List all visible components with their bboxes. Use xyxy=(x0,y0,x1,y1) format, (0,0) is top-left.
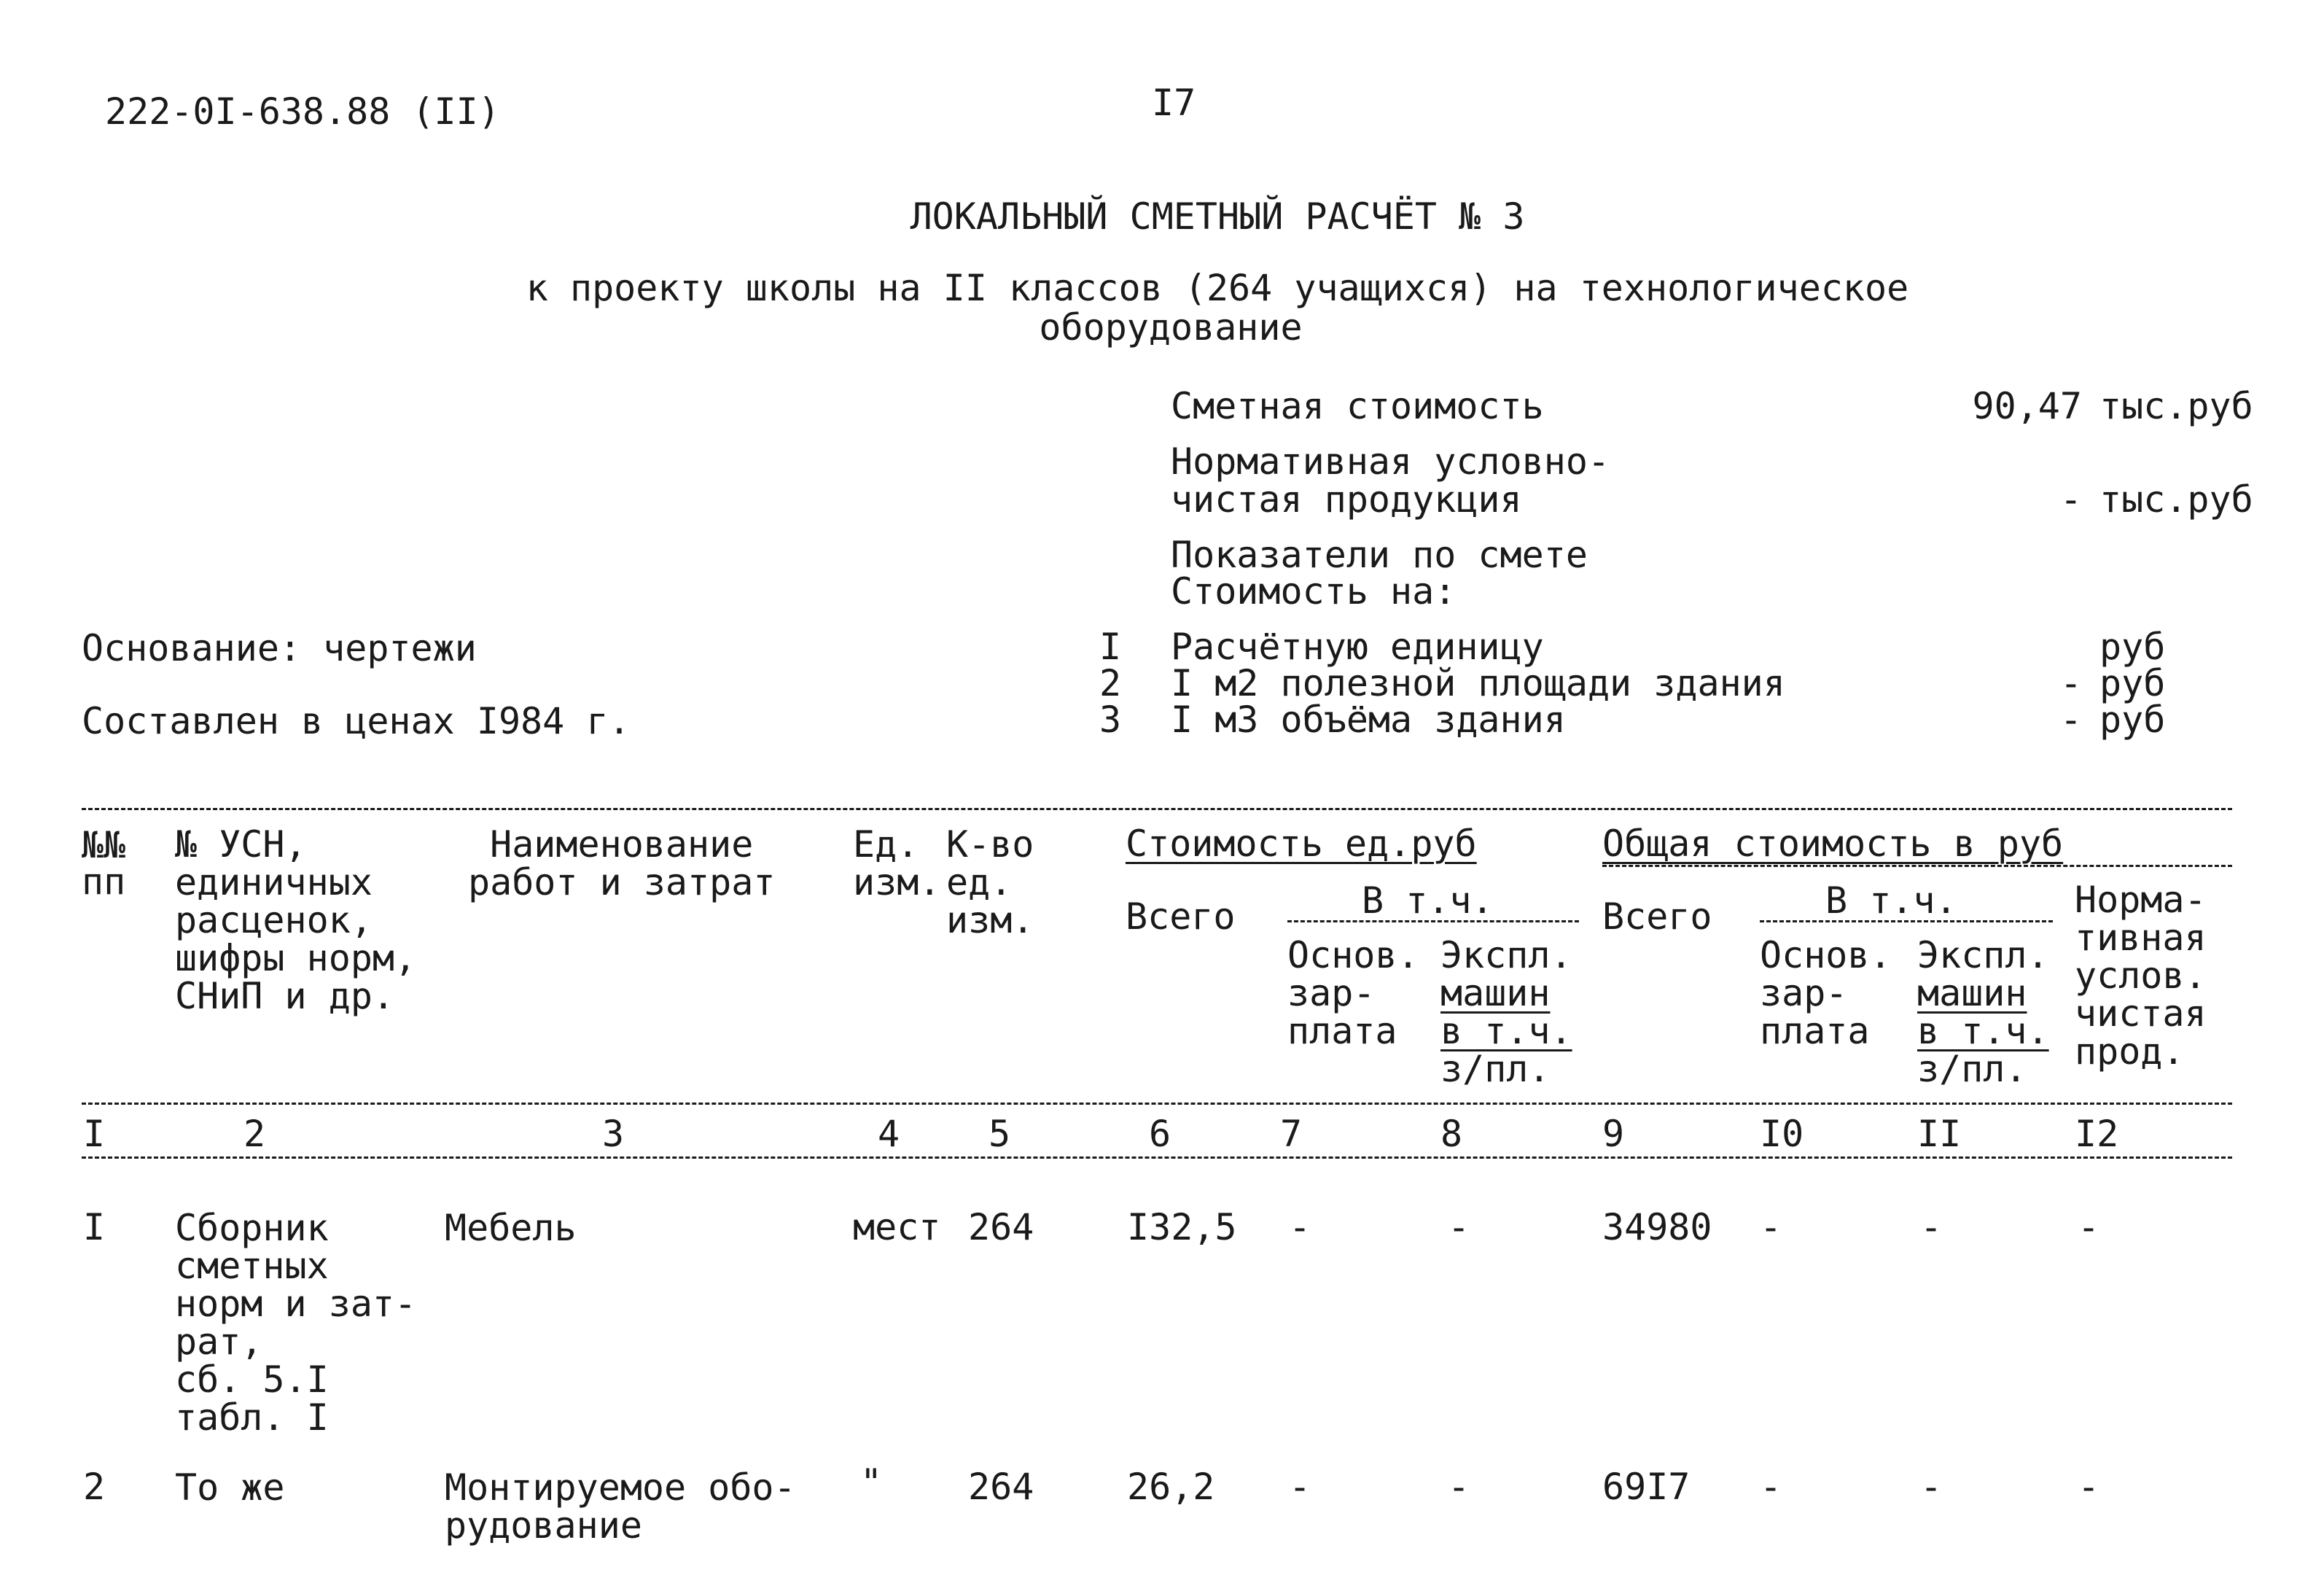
column-number: 5 xyxy=(989,1113,1011,1155)
row-total-wage: - xyxy=(1760,1466,1782,1508)
row-total-norm: - xyxy=(2078,1206,2100,1248)
indicator-label-3: I м3 объёма здания xyxy=(1171,699,1566,741)
total-machine-header: Экспл. машин в т.ч. з/пл. xyxy=(1917,934,2049,1090)
col5-header: К-во ед. изм. xyxy=(946,823,1034,941)
column-number: I2 xyxy=(2075,1113,2119,1155)
prices-year-text: Составлен в ценах I984 г. xyxy=(82,700,631,742)
row-unit: " xyxy=(860,1461,883,1504)
indicator-unit-1: руб xyxy=(2099,626,2166,668)
column-number: 8 xyxy=(1440,1113,1463,1155)
row-total-wage: - xyxy=(1760,1206,1782,1248)
total-wage-header: Основ. зар- плата xyxy=(1760,934,1892,1052)
col1-header-line1: №№ xyxy=(82,824,126,866)
row-number: 2 xyxy=(83,1466,106,1508)
row-total-machine: - xyxy=(1920,1206,1943,1248)
column-number: II xyxy=(1917,1113,1962,1155)
column-number: 7 xyxy=(1280,1113,1303,1155)
row-unit-total: 26,2 xyxy=(1127,1466,1215,1508)
row-name: Мебель xyxy=(445,1207,577,1249)
column-number: 4 xyxy=(878,1113,900,1155)
row-unit: мест xyxy=(853,1206,941,1248)
indicators-label-line1: Показатели по смете xyxy=(1171,534,1588,576)
unit-total-header: Всего xyxy=(1126,895,1236,938)
column-numbers-top-rule xyxy=(82,1103,2232,1105)
indicator-number-2: 2 xyxy=(1099,662,1122,704)
row-unit-wage: - xyxy=(1289,1206,1311,1248)
page-number: I7 xyxy=(1152,82,1196,124)
column-number: 6 xyxy=(1149,1113,1171,1155)
row-unit-machine: - xyxy=(1448,1466,1470,1508)
document-subtitle-line1: к проекту школы на II классов (264 учащихся) на технологическое xyxy=(526,267,1909,309)
normative-product-label-line1: Нормативная условно- xyxy=(1171,440,1610,483)
total-incl-header: В т.ч. xyxy=(1817,882,1966,919)
indicator-label-1: Расчётную единицу xyxy=(1171,626,1544,668)
column-number: 2 xyxy=(243,1113,266,1155)
row-unit-machine: - xyxy=(1448,1206,1470,1248)
document-subtitle-line2: оборудование xyxy=(1039,306,1303,349)
row-unit-wage: - xyxy=(1289,1466,1311,1508)
normative-product-value: - xyxy=(2059,478,2082,521)
row-number: I xyxy=(83,1206,106,1248)
indicators-label-line2: Стоимость на: xyxy=(1171,570,1457,613)
indicator-value-3: - xyxy=(2059,699,2082,741)
total-cost-group-header: Общая стоимость в руб xyxy=(1602,823,2064,865)
col3-header: Наименование работ и затрат xyxy=(468,823,776,903)
row-basis: Сборник сметных норм и зат- рат, сб. 5.I табл. I xyxy=(175,1207,417,1439)
document-title: ЛОКАЛЬНЫЙ СМЕТНЫЙ РАСЧЁТ № 3 xyxy=(910,195,1525,238)
column-number: 3 xyxy=(602,1113,625,1155)
col4-header: Ед. изм. xyxy=(853,823,941,903)
row-total-norm: - xyxy=(2078,1466,2100,1508)
row-total: 69I7 xyxy=(1602,1466,1691,1508)
column-numbers-bottom-rule xyxy=(82,1156,2232,1159)
table-top-rule xyxy=(82,808,2232,810)
indicator-unit-3: руб xyxy=(2099,699,2166,741)
estimated-cost-value: 90,47 xyxy=(1972,385,2082,427)
row-name: Монтируемое обо- рудование xyxy=(445,1466,796,1547)
unit-wage-header: Основ. зар- плата xyxy=(1287,934,1419,1052)
row-unit-total: I32,5 xyxy=(1127,1206,1237,1248)
unit-cost-group-header: Стоимость ед.руб xyxy=(1126,823,1477,865)
row-total-machine: - xyxy=(1920,1466,1943,1508)
col1-header-line2: пп xyxy=(82,860,126,903)
estimated-cost-label: Сметная стоимость xyxy=(1171,385,1544,427)
row-total: 34980 xyxy=(1602,1206,1712,1248)
normative-product-unit: тыс.руб xyxy=(2099,478,2253,521)
row-quantity: 264 xyxy=(968,1206,1034,1248)
column-number: I0 xyxy=(1760,1113,1804,1155)
column-number: I xyxy=(83,1113,106,1155)
estimated-cost-unit: тыс.руб xyxy=(2099,385,2253,427)
col2-header: № УСН, единичных расценок, шифры норм, СНиП и др. xyxy=(175,823,417,1017)
normative-product-label-line2: чистая продукция xyxy=(1171,478,1522,521)
unit-incl-header: В т.ч. xyxy=(1353,882,1502,919)
unit-machine-header: Экспл. машин в т.ч. з/пл. xyxy=(1440,934,1572,1090)
total-norm-header: Норма- тивная услов. чистая прод. xyxy=(2075,879,2207,1073)
column-number: 9 xyxy=(1602,1113,1625,1155)
document-code: 222-0I-638.88 (II) xyxy=(105,90,500,133)
basis-text: Основание: чертежи xyxy=(82,627,477,669)
row-basis: То же xyxy=(175,1466,285,1509)
total-cost-group-rule xyxy=(1602,865,2232,867)
total-total-header: Всего xyxy=(1602,895,1712,938)
indicator-value-2: - xyxy=(2059,662,2082,704)
indicator-number-1: I xyxy=(1099,626,1122,668)
row-quantity: 264 xyxy=(968,1466,1034,1508)
indicator-number-3: 3 xyxy=(1099,699,1122,741)
indicator-label-2: I м2 полезной площади здания xyxy=(1171,662,1785,704)
indicator-unit-2: руб xyxy=(2099,662,2166,704)
